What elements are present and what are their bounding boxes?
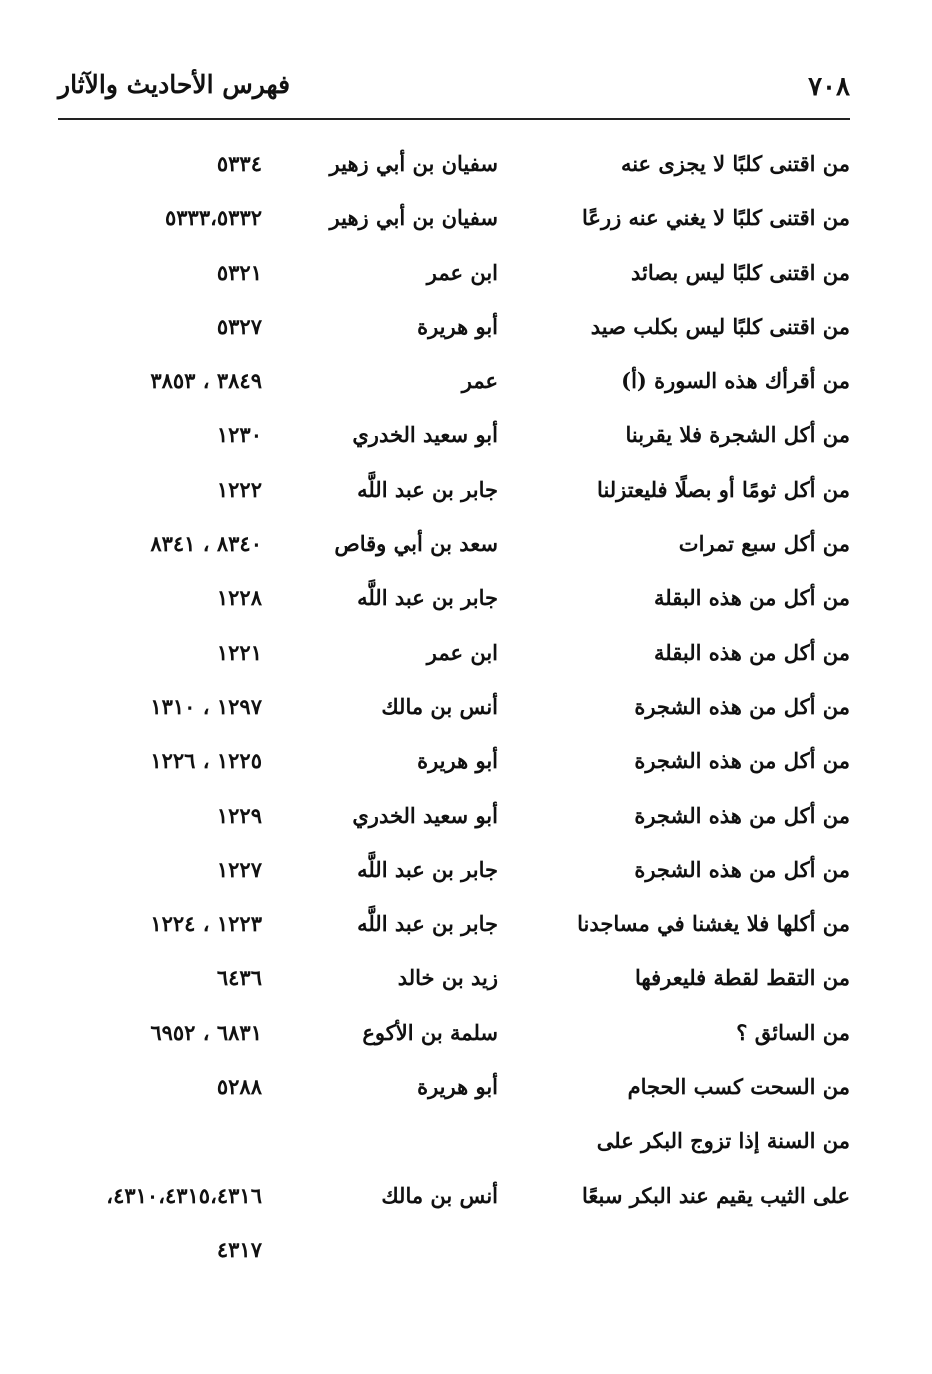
reference-numbers: ١٢٣٠ bbox=[216, 422, 262, 448]
hadith-text: من اقتنى كلبًا ليس بكلب صيد bbox=[590, 313, 850, 339]
index-row bbox=[0, 141, 932, 195]
hadith-text: من السائق ؟ bbox=[736, 1019, 850, 1045]
reference-numbers: ١٢٢٢ bbox=[216, 476, 262, 502]
narrator: ابن عمر bbox=[426, 259, 498, 285]
narrator: عمر bbox=[461, 368, 498, 394]
hadith-text: على الثيب يقيم عند البكر سبعًا bbox=[582, 1182, 850, 1208]
index-row bbox=[0, 955, 932, 1009]
index-row bbox=[0, 521, 932, 575]
index-row bbox=[0, 304, 932, 358]
index-row bbox=[0, 1227, 932, 1281]
narrator: جابر بن عبد اللَّه bbox=[357, 476, 498, 502]
hadith-text: من أكل من هذه الشجرة bbox=[634, 748, 850, 774]
hadith-text: من السحت كسب الحجام bbox=[627, 1074, 850, 1100]
index-row bbox=[0, 467, 932, 521]
reference-numbers: ٦٤٣٦ bbox=[216, 965, 262, 991]
narrator: زيد بن خالد bbox=[397, 965, 498, 991]
narrator: سفيان بن أبي زهير bbox=[329, 205, 498, 231]
narrator: أنس بن مالك bbox=[381, 1182, 498, 1208]
reference-numbers: ١٢٢٧ bbox=[216, 856, 262, 882]
narrator: سعد بن أبي وقاص bbox=[334, 531, 498, 557]
narrator: أبو هريرة bbox=[417, 748, 498, 774]
hadith-text: من اقتنى كلبًا لا يجزى عنه bbox=[620, 151, 850, 176]
reference-numbers: ٥٢٨٨ bbox=[216, 1074, 262, 1100]
narrator: ابن عمر bbox=[426, 639, 498, 665]
reference-numbers: ٦٨٣١ ، ٦٩٥٢ bbox=[150, 1019, 262, 1045]
reference-numbers: ٥٣٢١ bbox=[216, 259, 262, 285]
index-row bbox=[0, 412, 932, 466]
index-row bbox=[0, 630, 932, 684]
narrator: جابر بن عبد اللَّه bbox=[357, 585, 498, 611]
hadith-text: من أكل الشجرة فلا يقربنا bbox=[625, 422, 850, 448]
index-row bbox=[0, 684, 932, 738]
index-row bbox=[0, 195, 932, 249]
page-header bbox=[58, 58, 850, 120]
hadith-text: من أكل من هذه البقلة bbox=[654, 639, 850, 665]
hadith-text: من أكل من هذه الشجرة bbox=[634, 693, 850, 719]
hadith-text: من أكل من هذه البقلة bbox=[654, 585, 850, 611]
narrator: أنس بن مالك bbox=[381, 693, 498, 719]
index-row bbox=[0, 1064, 932, 1118]
index-row bbox=[0, 847, 932, 901]
hadith-text: من أكل من هذه الشجرة bbox=[634, 802, 850, 828]
reference-numbers: ١٢٢٣ ، ١٢٢٤ bbox=[150, 911, 262, 937]
reference-numbers: ٥٣٢٧ bbox=[216, 313, 262, 339]
index-row bbox=[0, 738, 932, 792]
hadith-text: من أكل ثومًا أو بصلًا فليعتزلنا bbox=[597, 476, 850, 502]
hadith-text: من اقتنى كلبًا لا يغني عنه زرعًا bbox=[582, 205, 850, 231]
narrator: جابر بن عبد اللَّه bbox=[357, 911, 498, 937]
reference-numbers: ١٢٢٨ bbox=[216, 585, 262, 611]
hadith-text: من التقط لقطة فليعرفها bbox=[635, 965, 850, 991]
reference-numbers: ١٢٢٩ bbox=[216, 802, 262, 828]
hadith-text: من أقرأك هذه السورة (أ) bbox=[621, 368, 850, 394]
index-row bbox=[0, 575, 932, 629]
narrator: سفيان بن أبي زهير bbox=[329, 151, 498, 176]
hadith-text: من أكل من هذه الشجرة bbox=[634, 856, 850, 882]
narrator: أبو سعيد الخدري bbox=[352, 422, 498, 448]
reference-numbers: ٥٣٣٤ bbox=[216, 151, 262, 176]
index-row bbox=[0, 793, 932, 847]
narrator: أبو هريرة bbox=[417, 1074, 498, 1100]
index-row bbox=[0, 1118, 932, 1172]
hadith-text: من اقتنى كلبًا ليس بصائد bbox=[630, 259, 850, 285]
header-divider bbox=[58, 118, 850, 120]
index-row bbox=[0, 1010, 932, 1064]
reference-numbers: ٤٣١٠،٤٣١٥،٤٣١٦، bbox=[106, 1182, 262, 1208]
reference-numbers: ٣٨٤٩ ، ٣٨٥٣ bbox=[150, 368, 262, 394]
page-number: ٧٠٨ bbox=[808, 72, 850, 102]
reference-numbers: ٥٣٣٣،٥٣٣٢ bbox=[164, 205, 262, 231]
reference-numbers: ٤٣١٧ bbox=[216, 1236, 262, 1262]
index-row bbox=[0, 250, 932, 304]
page-title: فهرس الأحاديث والآثار bbox=[58, 70, 291, 99]
reference-numbers: ١٢٢١ bbox=[216, 639, 262, 665]
index-row bbox=[0, 1173, 932, 1227]
narrator: أبو هريرة bbox=[417, 313, 498, 339]
hadith-text: من السنة إذا تزوج البكر على bbox=[596, 1128, 850, 1154]
narrator: أبو سعيد الخدري bbox=[352, 802, 498, 828]
narrator: سلمة بن الأكوع bbox=[362, 1019, 498, 1045]
reference-numbers: ١٢٩٧ ، ١٣١٠ bbox=[150, 693, 262, 719]
narrator: جابر بن عبد اللَّه bbox=[357, 856, 498, 882]
index-row bbox=[0, 358, 932, 412]
reference-numbers: ١٢٢٥ ، ١٢٢٦ bbox=[150, 748, 262, 774]
hadith-text: من أكلها فلا يغشنا في مساجدنا bbox=[577, 911, 850, 937]
hadith-index-list bbox=[0, 141, 932, 1281]
hadith-text: من أكل سبع تمرات bbox=[678, 531, 850, 557]
reference-numbers: ٨٣٤٠ ، ٨٣٤١ bbox=[150, 531, 262, 557]
index-row bbox=[0, 901, 932, 955]
